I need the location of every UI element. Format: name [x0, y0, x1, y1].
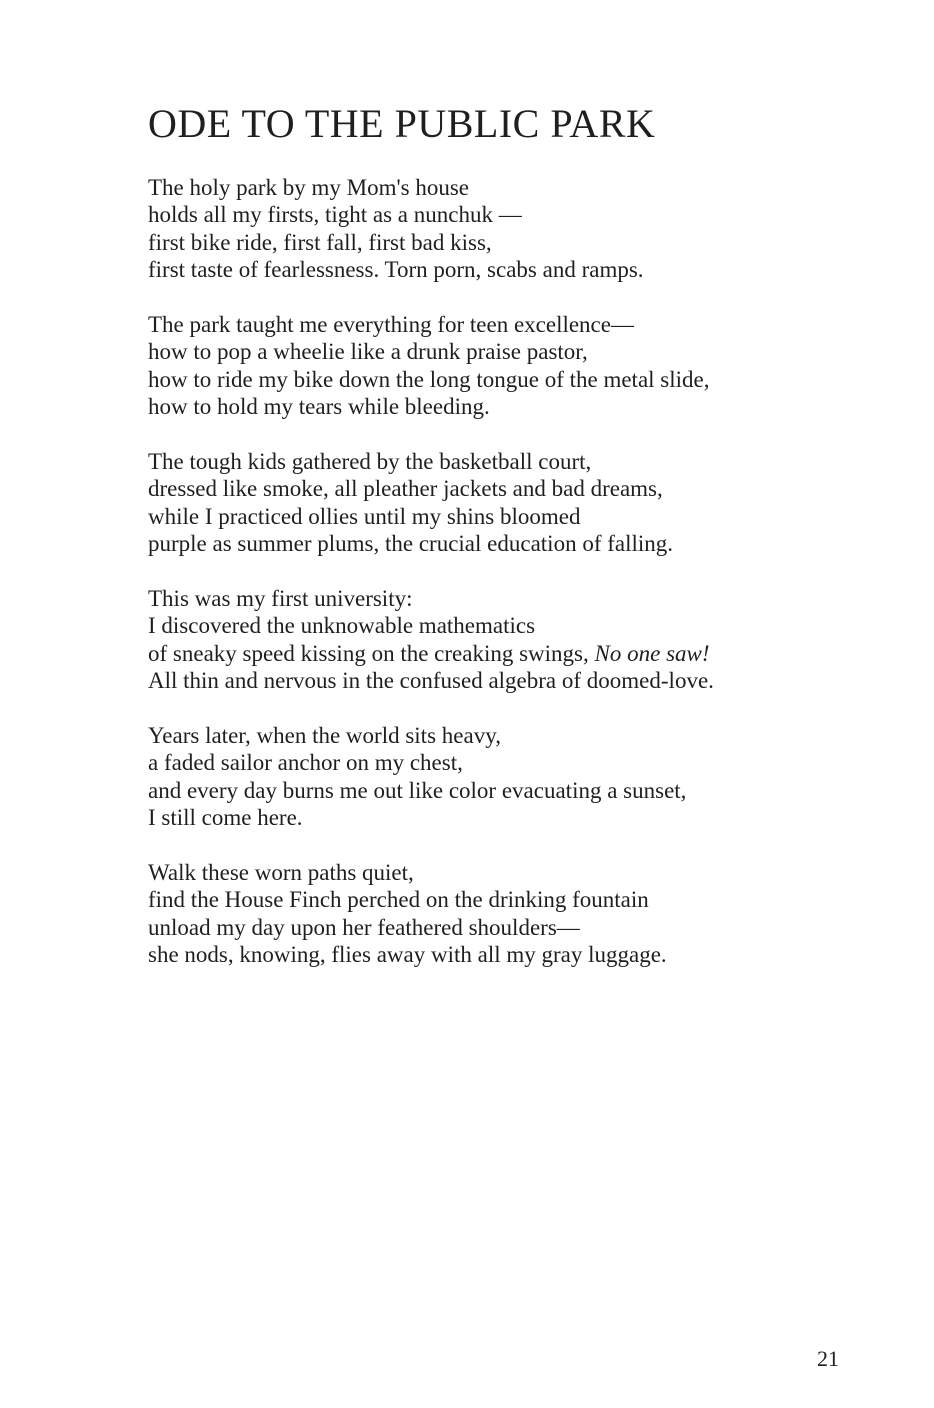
- poem-line: Years later, when the world sits heavy,: [148, 723, 501, 749]
- poem-line: she nods, knowing, flies away with all my gray luggage.: [148, 942, 667, 968]
- poem-stanza: [148, 311, 714, 421]
- poem-line: while I practiced ollies until my shins bloomed: [148, 503, 581, 529]
- poem-line: find the House Finch perched on the drinking fountain: [148, 887, 649, 913]
- poem-line: All thin and nervous in the confused algebra of doomed-love.: [148, 668, 714, 694]
- poem-line: and every day burns me out like color evacuating a sunset,: [148, 777, 687, 803]
- poem-line: The holy park by my Mom's house: [148, 175, 470, 200]
- poem-line: holds all my firsts, tight as a nunchuk —: [148, 202, 522, 228]
- poem-line: I discovered the unknowable mathematics: [148, 613, 536, 639]
- poem-line: how to ride my bike down the long tongue of the metal slide,: [148, 366, 710, 392]
- poem-line: unload my day upon her feathered shoulders—: [148, 914, 580, 940]
- poem-line: The park taught me everything for teen excellence—: [148, 312, 634, 338]
- poem-line: how to hold my tears while bleeding.: [148, 394, 490, 420]
- poem-line: of sneaky speed kissing on the creaking swings, No one saw!: [148, 640, 710, 666]
- poem-line: dressed like smoke, all pleather jackets and bad dreams,: [148, 476, 663, 502]
- poem-stanza: [148, 722, 714, 832]
- poem-title: ODE TO THE PUBLIC PARK: [148, 101, 656, 146]
- poem-line: I still come here.: [148, 805, 303, 831]
- poem-stanza: [148, 448, 714, 558]
- poem-body: [148, 174, 714, 996]
- poem-line: purple as summer plums, the crucial education of falling.: [148, 531, 674, 557]
- poem-line: This was my first university:: [148, 586, 413, 612]
- poem-stanza: [148, 585, 714, 695]
- poem-stanza: [148, 174, 714, 284]
- poem-line: a faded sailor anchor on my chest,: [148, 750, 463, 776]
- poem-line: first bike ride, first fall, first bad kiss,: [148, 229, 492, 255]
- poem-line: how to pop a wheelie like a drunk praise pastor,: [148, 339, 588, 365]
- poem-line: The tough kids gathered by the basketball court,: [148, 449, 592, 475]
- poem-line: first taste of fearlessness. Torn porn, scabs and ramps.: [148, 257, 644, 283]
- page-number: 21: [817, 1346, 839, 1371]
- poem-stanza: [148, 859, 714, 969]
- poem-line: Walk these worn paths quiet,: [148, 860, 414, 886]
